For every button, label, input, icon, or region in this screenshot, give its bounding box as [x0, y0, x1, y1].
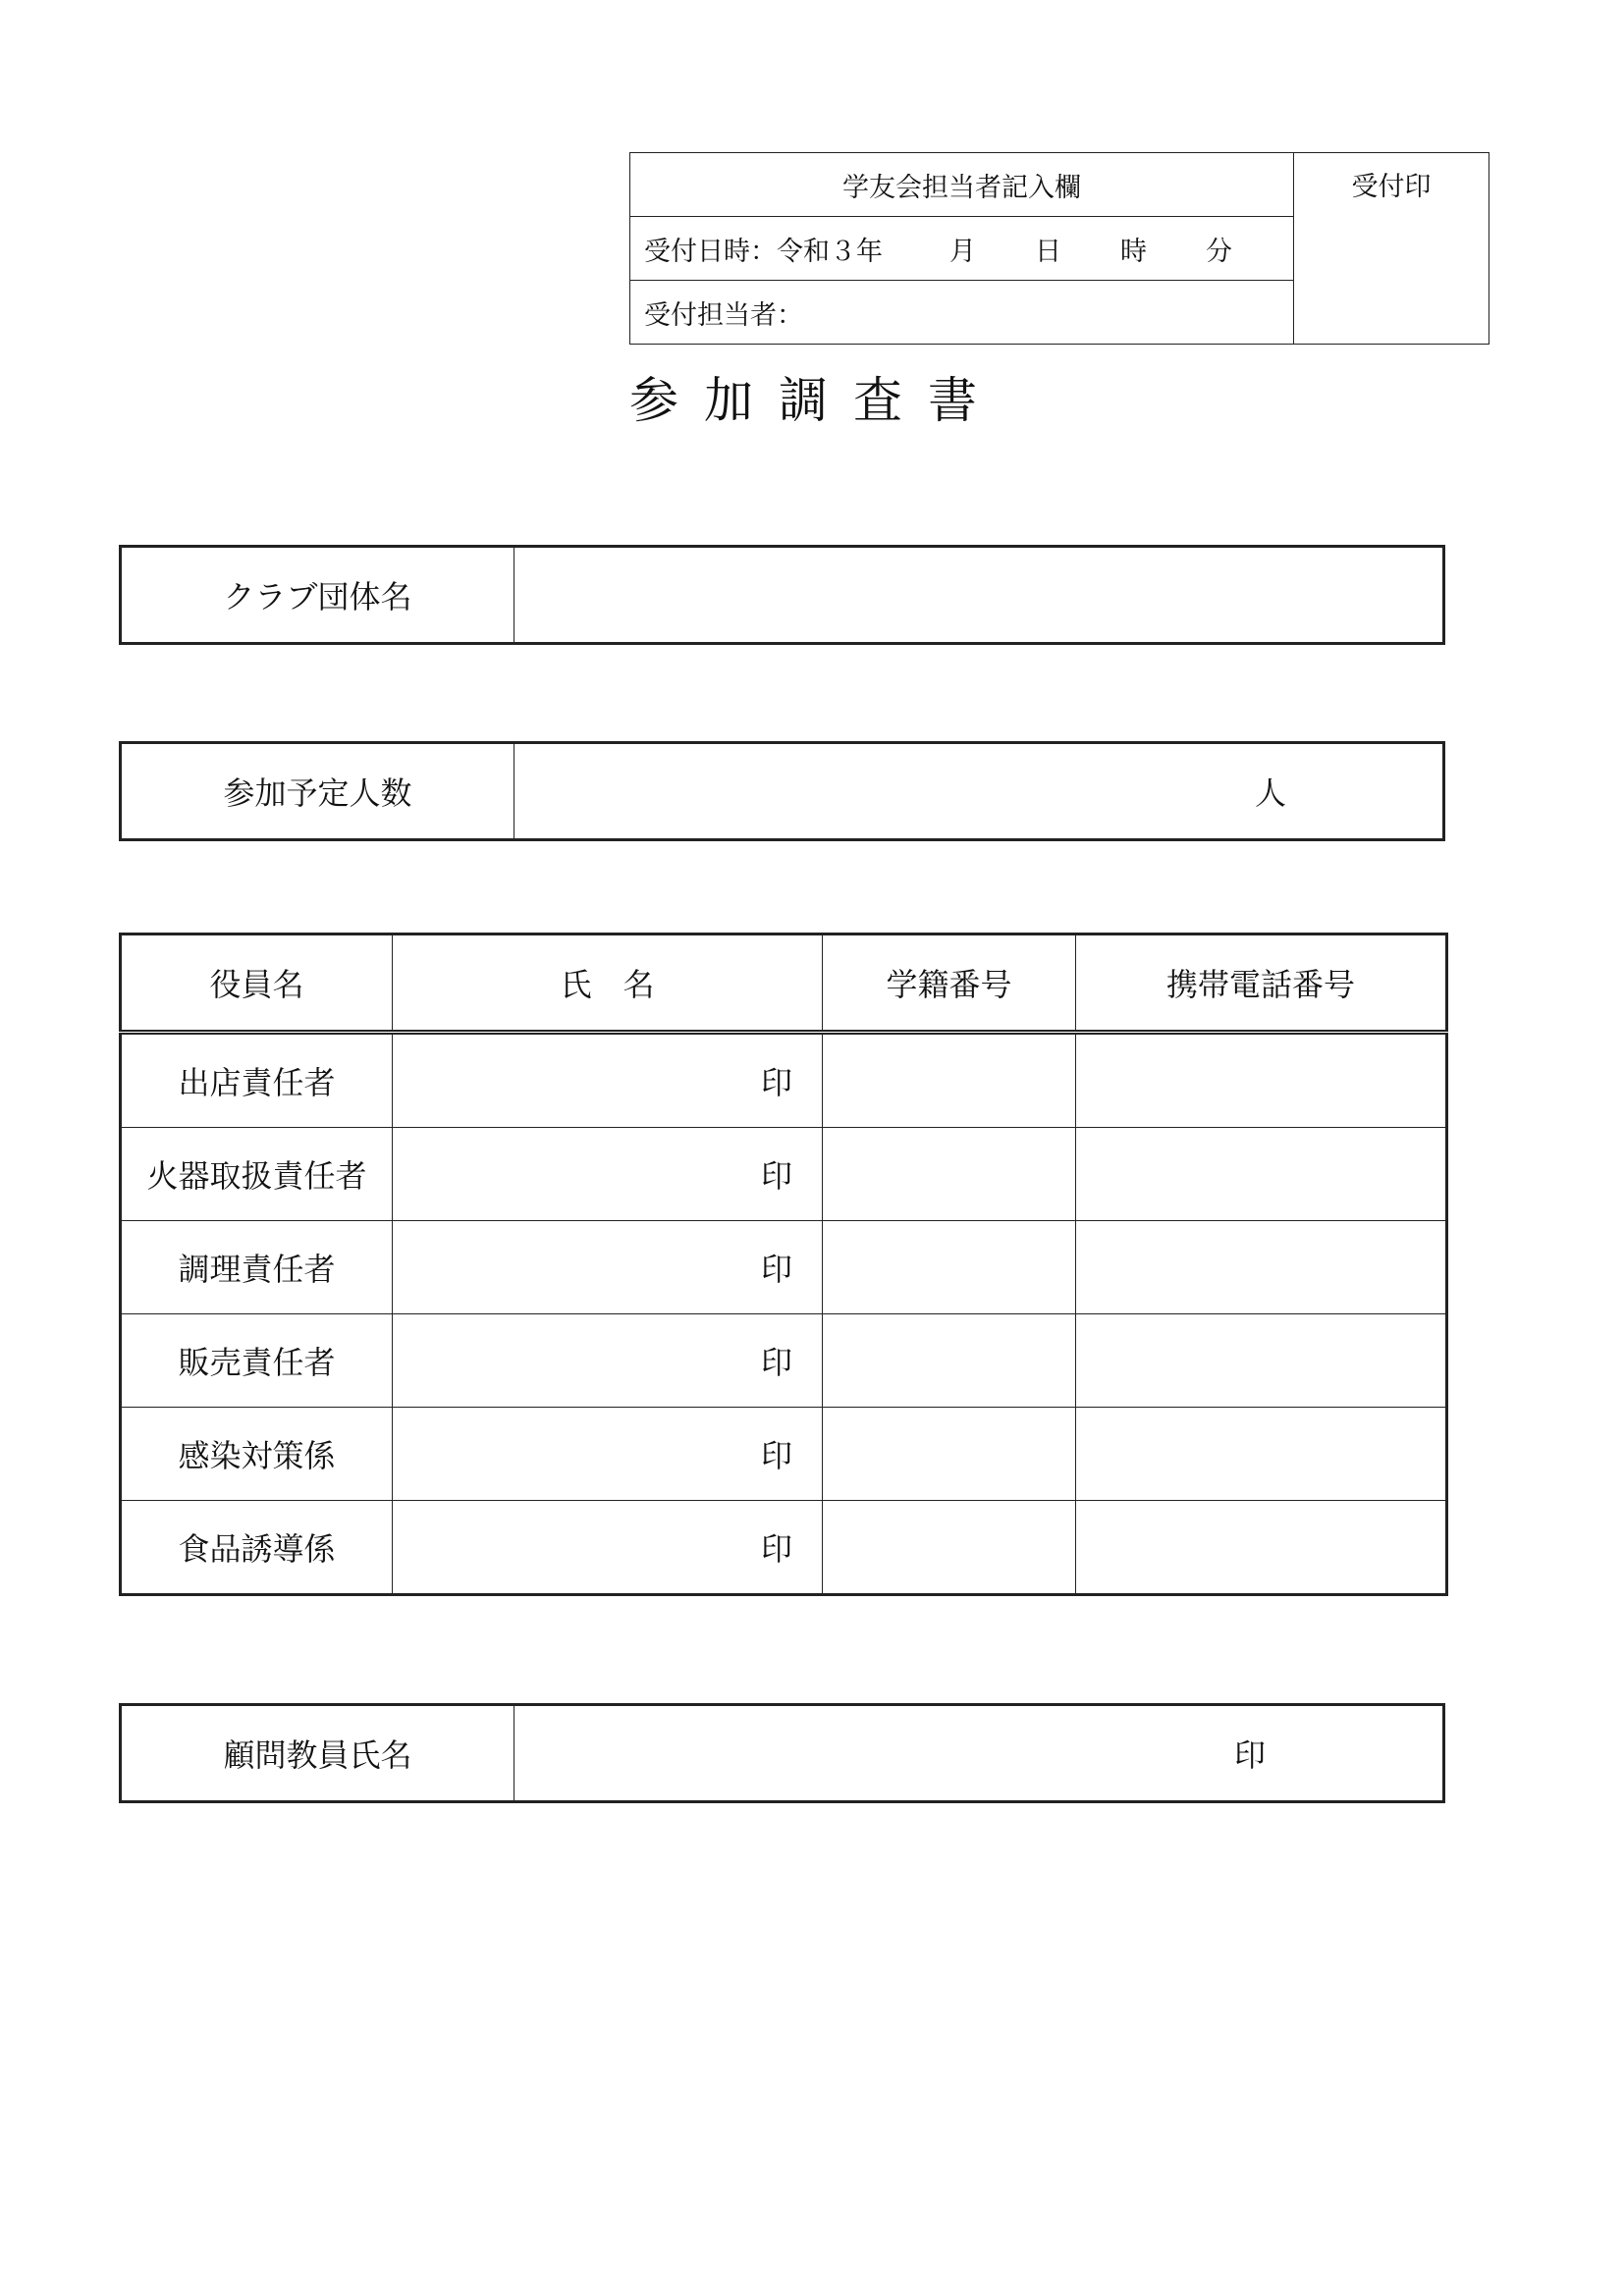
header-name: 氏 名: [393, 934, 823, 1033]
reception-box: [629, 152, 1489, 345]
seal-mark: 印: [760, 1251, 792, 1288]
phone-field[interactable]: [1076, 1033, 1447, 1128]
role-cell: 出店責任者: [121, 1033, 393, 1128]
participants-label: 参加予定人数: [121, 743, 514, 840]
club-name-field[interactable]: [514, 547, 1444, 644]
seal-mark: 印: [760, 1064, 792, 1101]
student-id-field[interactable]: [823, 1128, 1076, 1221]
advisor-box: [119, 1703, 1445, 1803]
student-id-field[interactable]: [823, 1033, 1076, 1128]
seal-mark: 印: [760, 1530, 792, 1568]
reception-header: 学友会担当者記入欄: [630, 153, 1294, 217]
header-phone: 携帯電話番号: [1076, 934, 1447, 1033]
reception-date-field[interactable]: [630, 217, 1294, 281]
seal-mark: 印: [760, 1344, 792, 1381]
phone-field[interactable]: [1076, 1314, 1447, 1408]
header-student-id: 学籍番号: [823, 934, 1076, 1033]
participants-field[interactable]: [514, 743, 1444, 840]
reception-staff-field[interactable]: [630, 281, 1294, 345]
participants-box: [119, 741, 1445, 841]
role-cell: 火器取扱責任者: [121, 1128, 393, 1221]
club-name-box: [119, 545, 1445, 645]
table-row: [121, 1408, 1447, 1501]
table-row: [121, 1501, 1447, 1595]
reception-minute-label: 分: [1206, 236, 1232, 267]
name-field[interactable]: [393, 1501, 823, 1595]
name-field[interactable]: [393, 1128, 823, 1221]
reception-staff-label: 受付担当者：: [644, 299, 803, 331]
name-field[interactable]: [393, 1033, 823, 1128]
reception-day-label: 日: [1035, 236, 1061, 267]
role-cell: 調理責任者: [121, 1221, 393, 1314]
advisor-name-field[interactable]: [514, 1705, 1444, 1802]
advisor-seal-mark: 印: [1234, 1736, 1267, 1774]
table-row: [121, 1033, 1447, 1128]
name-field[interactable]: [393, 1221, 823, 1314]
phone-field[interactable]: [1076, 1501, 1447, 1595]
table-row: [121, 1128, 1447, 1221]
phone-field[interactable]: [1076, 1408, 1447, 1501]
table-row: [121, 1314, 1447, 1408]
table-row: [121, 1221, 1447, 1314]
reception-hour-label: 時: [1120, 236, 1147, 267]
role-cell: 感染対策係: [121, 1408, 393, 1501]
reception-month-label: 月: [949, 236, 976, 267]
name-field[interactable]: [393, 1408, 823, 1501]
advisor-label: 顧問教員氏名: [121, 1705, 514, 1802]
reception-stamp-area[interactable]: [1294, 153, 1489, 345]
student-id-field[interactable]: [823, 1314, 1076, 1408]
role-cell: 販売責任者: [121, 1314, 393, 1408]
student-id-field[interactable]: [823, 1501, 1076, 1595]
reception-stamp-label: 受付印: [1351, 172, 1432, 202]
student-id-field[interactable]: [823, 1408, 1076, 1501]
student-id-field[interactable]: [823, 1221, 1076, 1314]
participants-unit: 人: [1255, 774, 1287, 812]
seal-mark: 印: [760, 1157, 792, 1195]
phone-field[interactable]: [1076, 1128, 1447, 1221]
club-name-label: クラブ団体名: [121, 547, 514, 644]
seal-mark: 印: [760, 1437, 792, 1474]
officers-header-row: [121, 934, 1447, 1033]
phone-field[interactable]: [1076, 1221, 1447, 1314]
header-role: 役員名: [121, 934, 393, 1033]
officers-table: [119, 933, 1448, 1596]
page-title: 参加調査書: [629, 372, 1002, 429]
reception-date-prefix: 受付日時：令和３年: [644, 236, 883, 267]
role-cell: 食品誘導係: [121, 1501, 393, 1595]
name-field[interactable]: [393, 1314, 823, 1408]
